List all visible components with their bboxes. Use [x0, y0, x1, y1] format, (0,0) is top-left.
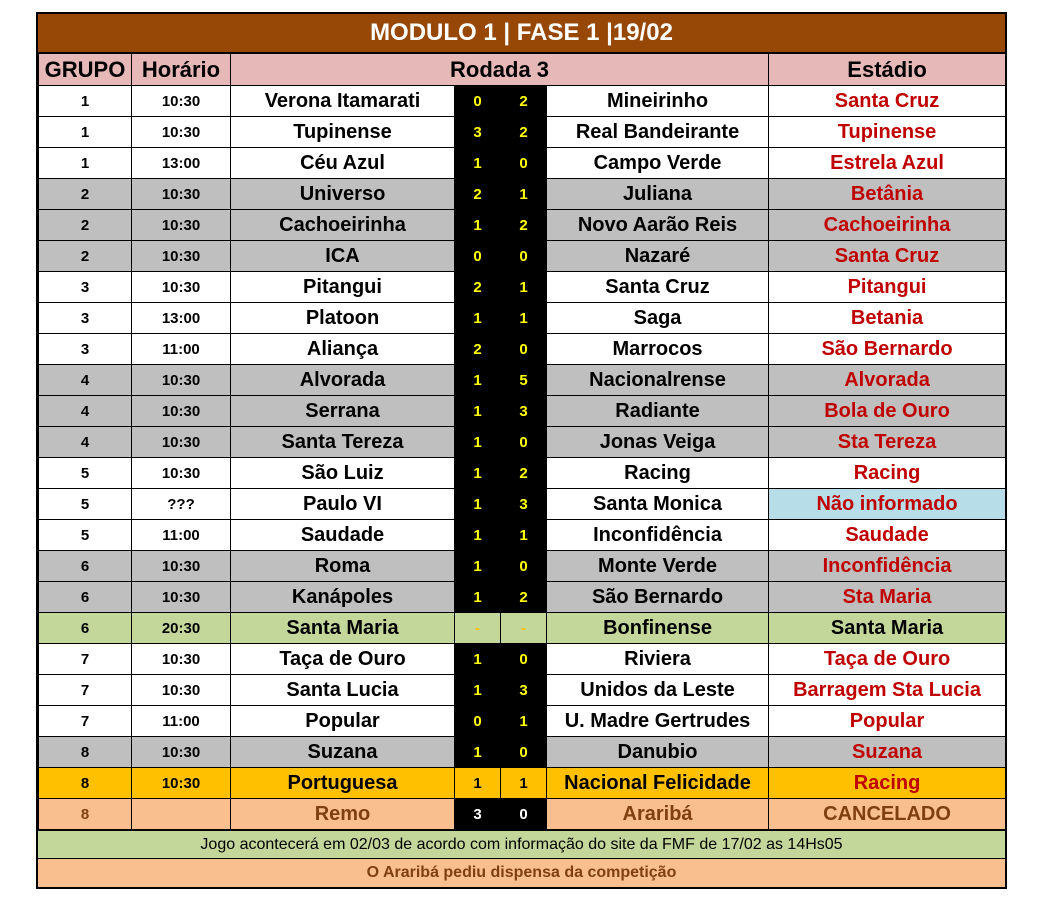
cell-away-team: Unidos da Leste	[547, 675, 769, 706]
cell-grupo: 2	[39, 210, 132, 241]
cell-horario: 10:30	[132, 551, 231, 582]
cell-away-team: Jonas Veiga	[547, 427, 769, 458]
cell-grupo: 3	[39, 303, 132, 334]
cell-away-score: 1	[501, 303, 547, 334]
cell-grupo: 1	[39, 86, 132, 117]
cell-home-team: Roma	[231, 551, 455, 582]
note-postponed: Jogo acontecerá em 02/03 de acordo com informação do site da FMF de 17/02 as 14Hs05	[38, 830, 1005, 858]
table-row	[39, 613, 1006, 644]
cell-horario: 10:30	[132, 86, 231, 117]
cell-horario: 10:30	[132, 675, 231, 706]
cell-away-score: 3	[501, 675, 547, 706]
cell-home-team: Suzana	[231, 737, 455, 768]
cell-stadium: São Bernardo	[769, 334, 1006, 365]
cell-home-score: 1	[455, 396, 501, 427]
table-row	[39, 582, 1006, 613]
cell-away-team: Santa Cruz	[547, 272, 769, 303]
table-header-row	[39, 54, 1006, 86]
cell-away-team: Racing	[547, 458, 769, 489]
cell-stadium: Betania	[769, 303, 1006, 334]
cell-away-score: 3	[501, 396, 547, 427]
cell-away-score: 2	[501, 582, 547, 613]
cell-stadium: Santa Cruz	[769, 86, 1006, 117]
cell-horario: 13:00	[132, 148, 231, 179]
cell-grupo: 6	[39, 582, 132, 613]
cell-away-score: 5	[501, 365, 547, 396]
cell-home-score: 1	[455, 148, 501, 179]
cell-home-team: Verona Itamarati	[231, 86, 455, 117]
cell-away-score: 1	[501, 272, 547, 303]
cell-stadium: Cachoeirinha	[769, 210, 1006, 241]
cell-home-score: 1	[455, 427, 501, 458]
cell-stadium: Tupinense	[769, 117, 1006, 148]
cell-grupo: 8	[39, 737, 132, 768]
cell-stadium: Popular	[769, 706, 1006, 737]
cell-stadium: Não informado	[769, 489, 1006, 520]
cell-home-team: Aliança	[231, 334, 455, 365]
cell-home-score: 1	[455, 489, 501, 520]
cell-home-team: Pitangui	[231, 272, 455, 303]
cell-stadium: Suzana	[769, 737, 1006, 768]
table-row	[39, 303, 1006, 334]
cell-away-score: 1	[501, 706, 547, 737]
table-row	[39, 489, 1006, 520]
cell-home-score: 1	[455, 582, 501, 613]
cell-grupo: 3	[39, 334, 132, 365]
cell-home-team: Saudade	[231, 520, 455, 551]
cell-horario: 10:30	[132, 179, 231, 210]
cell-grupo: 4	[39, 396, 132, 427]
cell-horario: 10:30	[132, 396, 231, 427]
cell-home-score: 1	[455, 675, 501, 706]
cell-away-team: Saga	[547, 303, 769, 334]
cell-horario: 10:30	[132, 768, 231, 799]
table-row	[39, 396, 1006, 427]
table-row	[39, 334, 1006, 365]
header-horario: Horário	[132, 54, 231, 86]
cell-home-score: 2	[455, 334, 501, 365]
table-row	[39, 86, 1006, 117]
cell-away-score: 3	[501, 489, 547, 520]
cell-stadium: Santa Maria	[769, 613, 1006, 644]
table-row	[39, 210, 1006, 241]
cell-horario: 10:30	[132, 458, 231, 489]
cell-stadium: Barragem Sta Lucia	[769, 675, 1006, 706]
table-row	[39, 458, 1006, 489]
cell-away-score: 1	[501, 520, 547, 551]
cell-home-score: 0	[455, 706, 501, 737]
cell-home-score: 1	[455, 644, 501, 675]
cell-horario: 10:30	[132, 210, 231, 241]
cell-away-team: Nazaré	[547, 241, 769, 272]
cell-away-team: Riviera	[547, 644, 769, 675]
cell-stadium: Estrela Azul	[769, 148, 1006, 179]
cell-grupo: 3	[39, 272, 132, 303]
cell-grupo: 5	[39, 458, 132, 489]
cell-home-score: 1	[455, 210, 501, 241]
cell-grupo: 1	[39, 117, 132, 148]
cell-away-score: 2	[501, 210, 547, 241]
cell-grupo: 6	[39, 613, 132, 644]
cell-horario: 10:30	[132, 117, 231, 148]
cell-home-score: 1	[455, 458, 501, 489]
table-row	[39, 551, 1006, 582]
cell-away-score: 0	[501, 148, 547, 179]
cell-stadium: Betânia	[769, 179, 1006, 210]
cell-away-team: Nacionalrense	[547, 365, 769, 396]
cell-horario: 10:30	[132, 582, 231, 613]
table-row	[39, 272, 1006, 303]
cell-home-team: Kanápoles	[231, 582, 455, 613]
cell-home-team: Platoon	[231, 303, 455, 334]
cell-home-score: 1	[455, 365, 501, 396]
cell-home-team: Serrana	[231, 396, 455, 427]
cell-away-team: Marrocos	[547, 334, 769, 365]
cell-horario: 13:00	[132, 303, 231, 334]
cell-home-score: 2	[455, 272, 501, 303]
cell-stadium: Pitangui	[769, 272, 1006, 303]
cell-away-score: -	[501, 613, 547, 644]
cell-away-team: Radiante	[547, 396, 769, 427]
cell-away-team: Santa Monica	[547, 489, 769, 520]
cell-grupo: 4	[39, 365, 132, 396]
cell-home-team: Paulo VI	[231, 489, 455, 520]
table-row	[39, 675, 1006, 706]
note-withdrawal: O Araribá pediu dispensa da competição	[38, 858, 1005, 887]
cell-away-score: 1	[501, 179, 547, 210]
cell-home-team: Cachoeirinha	[231, 210, 455, 241]
cell-home-team: Santa Lucia	[231, 675, 455, 706]
cell-grupo: 4	[39, 427, 132, 458]
cell-stadium: Racing	[769, 458, 1006, 489]
header-rodada: Rodada 3	[231, 54, 769, 86]
cell-grupo: 2	[39, 241, 132, 272]
table-row	[39, 768, 1006, 799]
cell-horario: 10:30	[132, 272, 231, 303]
table-row	[39, 706, 1006, 737]
cell-home-score: 0	[455, 86, 501, 117]
cell-home-score: 1	[455, 737, 501, 768]
cell-away-team: Monte Verde	[547, 551, 769, 582]
cell-stadium: Inconfidência	[769, 551, 1006, 582]
cell-away-score: 2	[501, 117, 547, 148]
cell-home-team: Santa Maria	[231, 613, 455, 644]
cell-away-team: Araribá	[547, 799, 769, 830]
cell-away-team: Novo Aarão Reis	[547, 210, 769, 241]
cell-away-team: Mineirinho	[547, 86, 769, 117]
cell-home-team: Alvorada	[231, 365, 455, 396]
header-grupo: GRUPO	[39, 54, 132, 86]
table-row	[39, 241, 1006, 272]
cell-grupo: 8	[39, 768, 132, 799]
cell-away-score: 0	[501, 427, 547, 458]
cell-home-score: 0	[455, 241, 501, 272]
results-sheet	[36, 12, 1007, 889]
table-row	[39, 644, 1006, 675]
cell-away-team: São Bernardo	[547, 582, 769, 613]
cell-home-team: Universo	[231, 179, 455, 210]
table-row	[39, 179, 1006, 210]
cell-away-score: 1	[501, 768, 547, 799]
cell-away-score: 0	[501, 737, 547, 768]
cell-away-score: 2	[501, 86, 547, 117]
cell-home-score: 2	[455, 179, 501, 210]
cell-home-team: São Luiz	[231, 458, 455, 489]
cell-away-team: Campo Verde	[547, 148, 769, 179]
table-row	[39, 117, 1006, 148]
cell-grupo: 8	[39, 799, 132, 830]
cell-away-team: Real Bandeirante	[547, 117, 769, 148]
cell-horario: 11:00	[132, 706, 231, 737]
cell-stadium: Sta Maria	[769, 582, 1006, 613]
cell-home-score: 1	[455, 520, 501, 551]
header-estadio: Estádio	[769, 54, 1006, 86]
table-row	[39, 520, 1006, 551]
page-title: MODULO 1 | FASE 1 |19/02	[38, 14, 1005, 53]
cell-horario: 10:30	[132, 365, 231, 396]
cell-home-team: ICA	[231, 241, 455, 272]
cell-home-score: 3	[455, 117, 501, 148]
cell-home-score: 1	[455, 768, 501, 799]
cell-home-team: Taça de Ouro	[231, 644, 455, 675]
cell-grupo: 2	[39, 179, 132, 210]
cell-away-score: 0	[501, 799, 547, 830]
cell-horario	[132, 799, 231, 830]
cell-stadium: Racing	[769, 768, 1006, 799]
cell-home-score: 3	[455, 799, 501, 830]
cell-home-score: -	[455, 613, 501, 644]
cell-horario: 10:30	[132, 737, 231, 768]
table-row	[39, 427, 1006, 458]
cell-home-team: Céu Azul	[231, 148, 455, 179]
cell-away-team: Bonfinense	[547, 613, 769, 644]
cell-away-score: 0	[501, 551, 547, 582]
cell-grupo: 7	[39, 644, 132, 675]
cell-away-team: Danubio	[547, 737, 769, 768]
cell-grupo: 6	[39, 551, 132, 582]
matches-table	[38, 53, 1006, 830]
cell-horario: 10:30	[132, 241, 231, 272]
table-row	[39, 737, 1006, 768]
table-row	[39, 799, 1006, 830]
cell-grupo: 7	[39, 706, 132, 737]
cell-away-score: 2	[501, 458, 547, 489]
cell-away-score: 0	[501, 334, 547, 365]
cell-horario: 10:30	[132, 427, 231, 458]
cell-horario: ???	[132, 489, 231, 520]
cell-away-score: 0	[501, 644, 547, 675]
cell-stadium: CANCELADO	[769, 799, 1006, 830]
cell-away-team: U. Madre Gertrudes	[547, 706, 769, 737]
cell-grupo: 7	[39, 675, 132, 706]
cell-away-score: 0	[501, 241, 547, 272]
cell-horario: 11:00	[132, 334, 231, 365]
cell-home-team: Remo	[231, 799, 455, 830]
cell-stadium: Alvorada	[769, 365, 1006, 396]
cell-grupo: 1	[39, 148, 132, 179]
cell-home-score: 1	[455, 303, 501, 334]
table-row	[39, 365, 1006, 396]
table-row	[39, 148, 1006, 179]
cell-horario: 10:30	[132, 644, 231, 675]
cell-stadium: Taça de Ouro	[769, 644, 1006, 675]
cell-home-team: Popular	[231, 706, 455, 737]
cell-home-team: Santa Tereza	[231, 427, 455, 458]
cell-away-team: Nacional Felicidade	[547, 768, 769, 799]
cell-stadium: Santa Cruz	[769, 241, 1006, 272]
cell-horario: 20:30	[132, 613, 231, 644]
cell-grupo: 5	[39, 489, 132, 520]
cell-away-team: Juliana	[547, 179, 769, 210]
cell-horario: 11:00	[132, 520, 231, 551]
cell-stadium: Sta Tereza	[769, 427, 1006, 458]
cell-away-team: Inconfidência	[547, 520, 769, 551]
cell-home-team: Portuguesa	[231, 768, 455, 799]
cell-home-team: Tupinense	[231, 117, 455, 148]
cell-home-score: 1	[455, 551, 501, 582]
cell-stadium: Bola de Ouro	[769, 396, 1006, 427]
cell-stadium: Saudade	[769, 520, 1006, 551]
cell-grupo: 5	[39, 520, 132, 551]
